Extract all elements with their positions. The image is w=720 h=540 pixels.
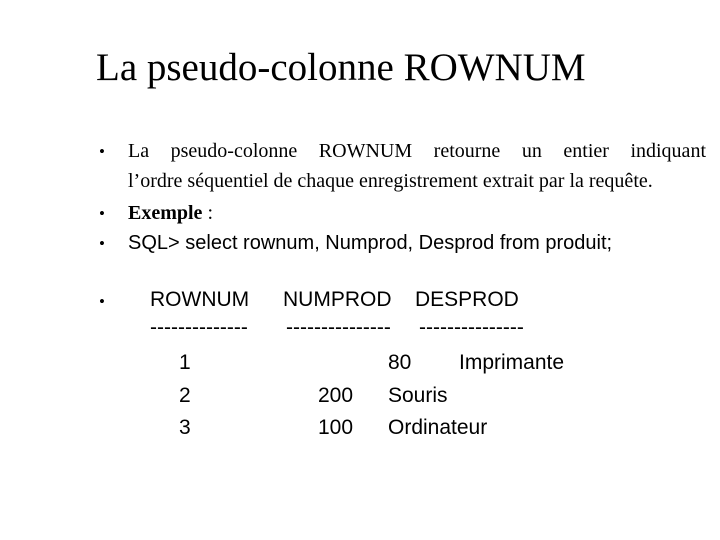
cell-desprod: Ordinateur: [388, 416, 488, 439]
separator-desprod: ---------------: [419, 316, 524, 339]
cell-numprod: 80: [388, 351, 412, 374]
separator-rownum: --------------: [150, 316, 248, 339]
example-label: Exemple: [128, 202, 203, 224]
column-header-numprod: NUMPROD: [283, 288, 392, 311]
cell-desprod: Imprimante: [459, 351, 565, 374]
cell-numprod: 100: [318, 416, 354, 439]
cell-rownum: 1: [179, 351, 191, 374]
bullet-marker: •: [99, 142, 105, 161]
bullet-marker: •: [99, 204, 105, 223]
slide-title: La pseudo-colonne ROWNUM: [96, 46, 586, 89]
description-line-2: l’ordre séquentiel de chaque enregistrement extrait par la requête.: [128, 170, 653, 192]
cell-rownum: 3: [179, 416, 191, 439]
description-line-1: La pseudo-colonne ROWNUM retourne un entier indiquant: [128, 140, 706, 162]
cell-rownum: 2: [179, 384, 191, 407]
bullet-marker: •: [99, 234, 105, 253]
separator-numprod: ---------------: [286, 316, 391, 339]
column-header-rownum: ROWNUM: [150, 288, 250, 311]
cell-desprod: Souris: [388, 384, 448, 407]
bullet-marker: •: [99, 292, 105, 311]
example-suffix: :: [202, 202, 213, 224]
cell-numprod: 200: [318, 384, 354, 407]
sql-query: SQL> select rownum, Numprod, Desprod from produit;: [128, 232, 613, 254]
example-line: [128, 199, 213, 227]
column-header-desprod: DESPROD: [415, 288, 519, 311]
